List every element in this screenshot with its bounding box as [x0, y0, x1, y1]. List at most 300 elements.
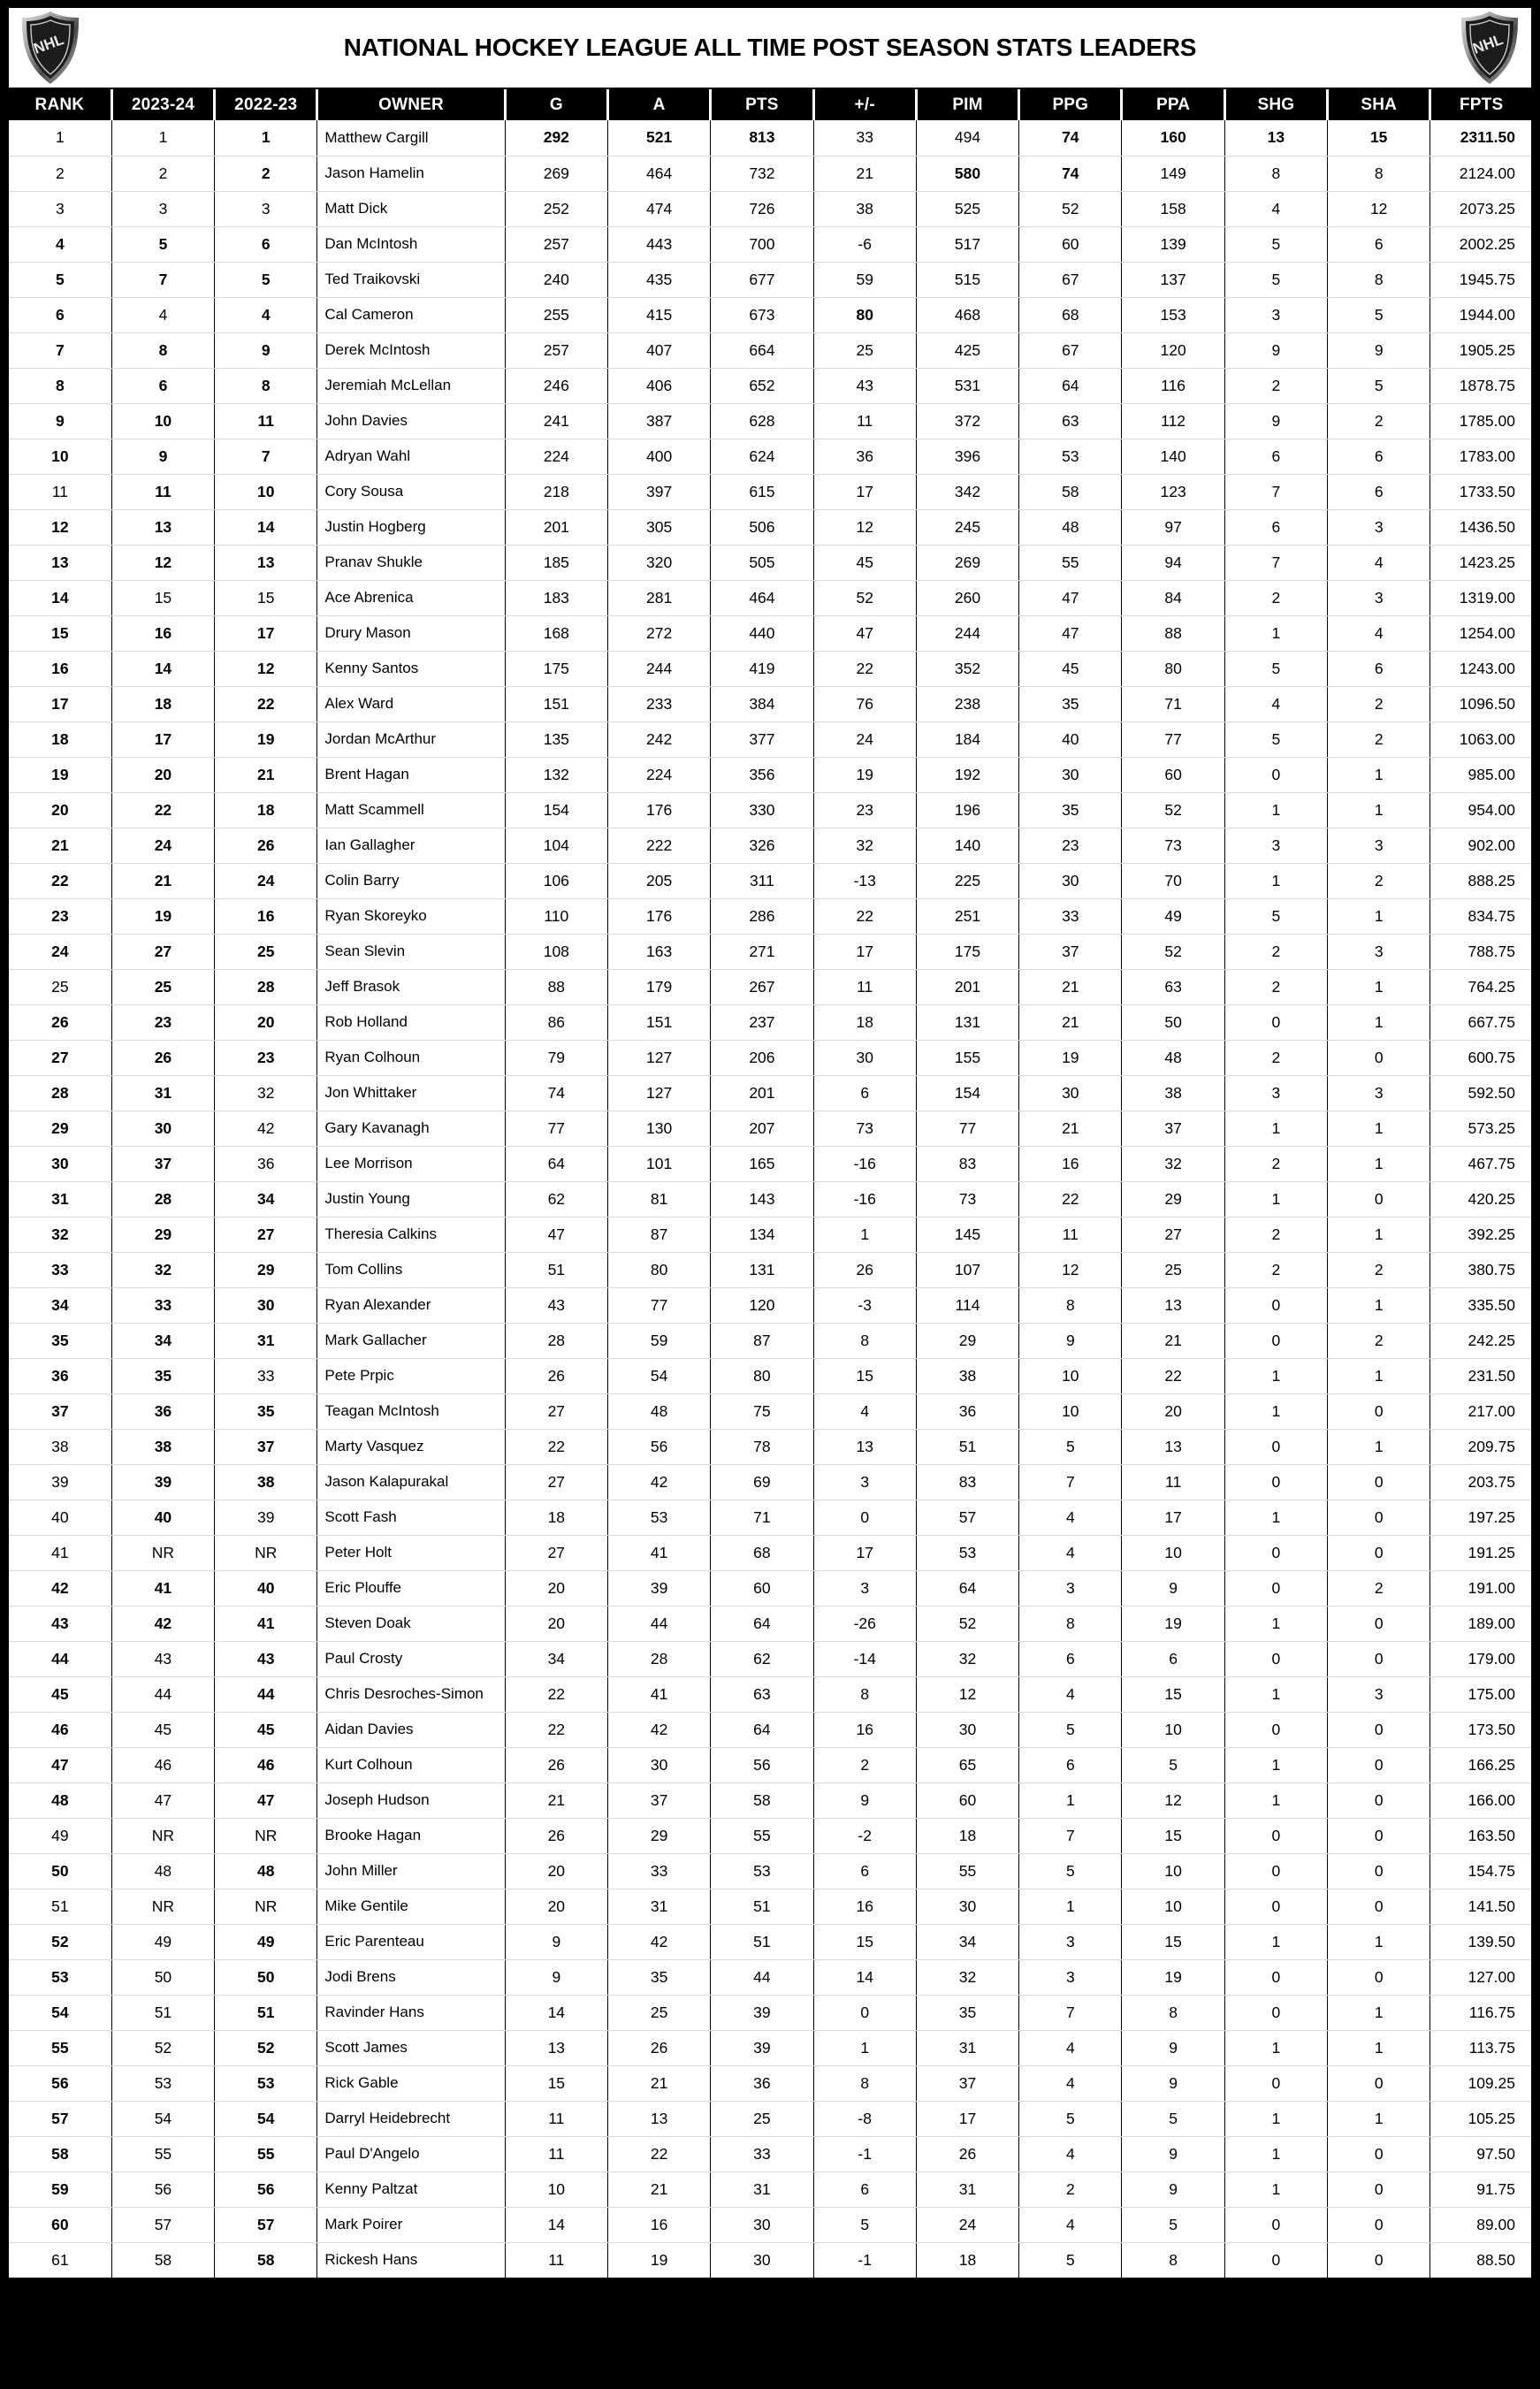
- cell-2023-24: 42: [111, 1606, 214, 1641]
- cell-a: 464: [607, 156, 710, 191]
- cell-2023-24: 15: [111, 580, 214, 615]
- table-row: [9, 1217, 1531, 1252]
- header-banner: [9, 8, 1531, 88]
- cell-plusminus: 0: [813, 1995, 916, 2030]
- cell-fpts: 209.75: [1430, 1429, 1531, 1464]
- cell-pts: 69: [711, 1464, 813, 1500]
- cell-shg: 0: [1224, 1818, 1327, 1853]
- cell-2022-23: 58: [215, 2242, 317, 2278]
- cell-pim: 17: [916, 2101, 1018, 2136]
- cell-pts: 60: [711, 1570, 813, 1606]
- cell-ppa: 84: [1122, 580, 1224, 615]
- cell-pim: 57: [916, 1500, 1018, 1535]
- cell-plusminus: 15: [813, 1924, 916, 1959]
- cell-2022-23: 6: [215, 226, 317, 262]
- cell-fpts: 217.00: [1430, 1393, 1531, 1429]
- cell-pts: 207: [711, 1111, 813, 1146]
- cell-sha: 1: [1328, 1924, 1430, 1959]
- cell-sha: 3: [1328, 509, 1430, 545]
- cell-ppg: 47: [1019, 580, 1122, 615]
- cell-pim: 38: [916, 1358, 1018, 1393]
- cell-rank: 19: [9, 757, 111, 792]
- cell-ppa: 60: [1122, 757, 1224, 792]
- cell-shg: 1: [1224, 1500, 1327, 1535]
- table-row: [9, 934, 1531, 969]
- cell-g: 13: [505, 2030, 607, 2065]
- cell-sha: 0: [1328, 1889, 1430, 1924]
- cell-shg: 1: [1224, 1393, 1327, 1429]
- cell-shg: 0: [1224, 1889, 1327, 1924]
- cell-owner: Eric Parenteau: [317, 1924, 505, 1959]
- cell-a: 81: [607, 1181, 710, 1217]
- column-header-rank[interactable]: RANK: [9, 89, 111, 120]
- cell-sha: 0: [1328, 2207, 1430, 2242]
- cell-rank: 4: [9, 226, 111, 262]
- column-header-pim[interactable]: PIM: [916, 89, 1018, 120]
- column-header-2022-23[interactable]: 2022-23: [215, 89, 317, 120]
- cell-owner: Cory Sousa: [317, 474, 505, 509]
- header-row: [9, 89, 1531, 120]
- cell-plusminus: 18: [813, 1004, 916, 1040]
- cell-pim: 192: [916, 757, 1018, 792]
- cell-ppg: 60: [1019, 226, 1122, 262]
- cell-shg: 5: [1224, 898, 1327, 934]
- cell-plusminus: 8: [813, 1323, 916, 1358]
- table-row: [9, 1464, 1531, 1500]
- cell-ppa: 15: [1122, 1924, 1224, 1959]
- cell-rank: 26: [9, 1004, 111, 1040]
- cell-plusminus: 3: [813, 1570, 916, 1606]
- cell-a: 42: [607, 1924, 710, 1959]
- cell-g: 106: [505, 863, 607, 898]
- cell-2022-23: 39: [215, 1500, 317, 1535]
- cell-a: 30: [607, 1747, 710, 1782]
- cell-shg: 5: [1224, 226, 1327, 262]
- cell-ppg: 10: [1019, 1393, 1122, 1429]
- cell-2023-24: 34: [111, 1323, 214, 1358]
- cell-shg: 5: [1224, 262, 1327, 297]
- cell-2022-23: 12: [215, 651, 317, 686]
- cell-g: 11: [505, 2242, 607, 2278]
- cell-shg: 9: [1224, 332, 1327, 368]
- column-header-shg[interactable]: SHG: [1224, 89, 1327, 120]
- cell-owner: Justin Hogberg: [317, 509, 505, 545]
- cell-rank: 8: [9, 368, 111, 403]
- cell-owner: Jason Hamelin: [317, 156, 505, 191]
- cell-g: 257: [505, 226, 607, 262]
- cell-sha: 1: [1328, 1217, 1430, 1252]
- cell-2022-23: 23: [215, 1040, 317, 1075]
- cell-pts: 25: [711, 2101, 813, 2136]
- cell-ppg: 21: [1019, 969, 1122, 1004]
- cell-ppa: 10: [1122, 1712, 1224, 1747]
- cell-2023-24: 41: [111, 1570, 214, 1606]
- cell-2022-23: 22: [215, 686, 317, 721]
- cell-plusminus: 6: [813, 1075, 916, 1111]
- cell-2022-23: 9: [215, 332, 317, 368]
- cell-pts: 131: [711, 1252, 813, 1287]
- table-row: [9, 297, 1531, 332]
- cell-shg: 6: [1224, 509, 1327, 545]
- cell-ppa: 20: [1122, 1393, 1224, 1429]
- cell-sha: 2: [1328, 686, 1430, 721]
- cell-pts: 55: [711, 1818, 813, 1853]
- cell-rank: 44: [9, 1641, 111, 1676]
- cell-fpts: 163.50: [1430, 1818, 1531, 1853]
- cell-a: 16: [607, 2207, 710, 2242]
- cell-plusminus: 1: [813, 1217, 916, 1252]
- cell-shg: 1: [1224, 1782, 1327, 1818]
- cell-2023-24: 17: [111, 721, 214, 757]
- table-row: [9, 226, 1531, 262]
- cell-pim: 155: [916, 1040, 1018, 1075]
- cell-shg: 2: [1224, 934, 1327, 969]
- column-header-g[interactable]: G: [505, 89, 607, 120]
- cell-ppa: 120: [1122, 332, 1224, 368]
- table-row: [9, 1570, 1531, 1606]
- cell-shg: 2: [1224, 1040, 1327, 1075]
- cell-pim: 140: [916, 828, 1018, 863]
- cell-fpts: 1783.00: [1430, 439, 1531, 474]
- cell-ppg: 6: [1019, 1747, 1122, 1782]
- cell-2022-23: 17: [215, 615, 317, 651]
- table-body: [9, 120, 1531, 2278]
- cell-ppa: 52: [1122, 792, 1224, 828]
- cell-2023-24: 11: [111, 474, 214, 509]
- column-header-2023-24[interactable]: 2023-24: [111, 89, 214, 120]
- cell-rank: 29: [9, 1111, 111, 1146]
- cell-owner: Scott Fash: [317, 1500, 505, 1535]
- column-header-a[interactable]: A: [607, 89, 710, 120]
- cell-fpts: 91.75: [1430, 2171, 1531, 2207]
- cell-2023-24: 19: [111, 898, 214, 934]
- cell-pim: 64: [916, 1570, 1018, 1606]
- cell-shg: 1: [1224, 615, 1327, 651]
- cell-pts: 700: [711, 226, 813, 262]
- cell-pim: 225: [916, 863, 1018, 898]
- cell-2023-24: 51: [111, 1995, 214, 2030]
- cell-g: 104: [505, 828, 607, 863]
- column-header-fpts[interactable]: FPTS: [1430, 89, 1531, 120]
- cell-2022-23: 43: [215, 1641, 317, 1676]
- cell-ppa: 22: [1122, 1358, 1224, 1393]
- cell-2023-24: 12: [111, 545, 214, 580]
- column-header-ppg[interactable]: PPG: [1019, 89, 1122, 120]
- cell-g: 27: [505, 1535, 607, 1570]
- column-header-pts[interactable]: PTS: [711, 89, 813, 120]
- cell-g: 14: [505, 1995, 607, 2030]
- cell-ppg: 21: [1019, 1004, 1122, 1040]
- cell-2022-23: 4: [215, 297, 317, 332]
- cell-pts: 36: [711, 2065, 813, 2101]
- table-row: [9, 332, 1531, 368]
- cell-owner: Ted Traikovski: [317, 262, 505, 297]
- cell-g: 135: [505, 721, 607, 757]
- table-row: [9, 1252, 1531, 1287]
- cell-plusminus: 33: [813, 120, 916, 156]
- cell-pim: 73: [916, 1181, 1018, 1217]
- cell-ppa: 153: [1122, 297, 1224, 332]
- table-row: [9, 156, 1531, 191]
- cell-ppa: 94: [1122, 545, 1224, 580]
- cell-plusminus: 80: [813, 297, 916, 332]
- cell-ppa: 15: [1122, 1818, 1224, 1853]
- cell-fpts: 1254.00: [1430, 615, 1531, 651]
- cell-fpts: 592.50: [1430, 1075, 1531, 1111]
- table-row: [9, 1747, 1531, 1782]
- cell-2023-24: 57: [111, 2207, 214, 2242]
- cell-g: 47: [505, 1217, 607, 1252]
- cell-ppa: 27: [1122, 1217, 1224, 1252]
- cell-a: 59: [607, 1323, 710, 1358]
- cell-pts: 120: [711, 1287, 813, 1323]
- cell-owner: Matt Scammell: [317, 792, 505, 828]
- cell-pts: 201: [711, 1075, 813, 1111]
- cell-plusminus: -2: [813, 1818, 916, 1853]
- cell-a: 39: [607, 1570, 710, 1606]
- cell-2022-23: 32: [215, 1075, 317, 1111]
- cell-fpts: 954.00: [1430, 792, 1531, 828]
- cell-pim: 196: [916, 792, 1018, 828]
- cell-g: 185: [505, 545, 607, 580]
- table-row: [9, 439, 1531, 474]
- cell-fpts: 242.25: [1430, 1323, 1531, 1358]
- cell-ppg: 4: [1019, 2207, 1122, 2242]
- cell-shg: 1: [1224, 1747, 1327, 1782]
- cell-ppa: 160: [1122, 120, 1224, 156]
- column-header-sha[interactable]: SHA: [1328, 89, 1430, 120]
- cell-shg: 1: [1224, 792, 1327, 828]
- cell-sha: 1: [1328, 2030, 1430, 2065]
- cell-pim: 244: [916, 615, 1018, 651]
- cell-rank: 14: [9, 580, 111, 615]
- page-title: NATIONAL HOCKEY LEAGUE ALL TIME POST SEASON STATS LEADERS: [343, 34, 1197, 61]
- cell-owner: Marty Vasquez: [317, 1429, 505, 1464]
- cell-pts: 615: [711, 474, 813, 509]
- cell-sha: 3: [1328, 1676, 1430, 1712]
- cell-sha: 2: [1328, 403, 1430, 439]
- cell-shg: 1: [1224, 1924, 1327, 1959]
- cell-g: 241: [505, 403, 607, 439]
- table-row: [9, 2136, 1531, 2171]
- cell-owner: Pranav Shukle: [317, 545, 505, 580]
- cell-g: 11: [505, 2136, 607, 2171]
- cell-shg: 0: [1224, 1535, 1327, 1570]
- cell-plusminus: 8: [813, 2065, 916, 2101]
- cell-a: 176: [607, 792, 710, 828]
- cell-2022-23: 25: [215, 934, 317, 969]
- cell-sha: 2: [1328, 1252, 1430, 1287]
- cell-rank: 13: [9, 545, 111, 580]
- cell-2023-24: 28: [111, 1181, 214, 1217]
- cell-sha: 1: [1328, 1004, 1430, 1040]
- cell-ppa: 9: [1122, 2136, 1224, 2171]
- cell-ppg: 22: [1019, 1181, 1122, 1217]
- cell-g: 22: [505, 1429, 607, 1464]
- cell-fpts: 667.75: [1430, 1004, 1531, 1040]
- cell-fpts: 2311.50: [1430, 120, 1531, 156]
- cell-pts: 68: [711, 1535, 813, 1570]
- cell-pim: 34: [916, 1924, 1018, 1959]
- column-header-ppa[interactable]: PPA: [1122, 89, 1224, 120]
- cell-pim: 494: [916, 120, 1018, 156]
- cell-pim: 131: [916, 1004, 1018, 1040]
- cell-ppa: 97: [1122, 509, 1224, 545]
- cell-rank: 60: [9, 2207, 111, 2242]
- cell-fpts: 788.75: [1430, 934, 1531, 969]
- cell-pim: 201: [916, 969, 1018, 1004]
- cell-g: 20: [505, 1570, 607, 1606]
- cell-shg: 0: [1224, 2242, 1327, 2278]
- cell-g: 20: [505, 1853, 607, 1889]
- cell-owner: Justin Young: [317, 1181, 505, 1217]
- cell-2023-24: 20: [111, 757, 214, 792]
- cell-plusminus: 43: [813, 368, 916, 403]
- column-header-plusminus[interactable]: +/-: [813, 89, 916, 120]
- cell-pim: 145: [916, 1217, 1018, 1252]
- cell-a: 305: [607, 509, 710, 545]
- table-row: [9, 1393, 1531, 1429]
- cell-rank: 16: [9, 651, 111, 686]
- cell-2022-23: 33: [215, 1358, 317, 1393]
- cell-pim: 37: [916, 2065, 1018, 2101]
- cell-a: 127: [607, 1075, 710, 1111]
- cell-pim: 245: [916, 509, 1018, 545]
- cell-ppg: 47: [1019, 615, 1122, 651]
- cell-rank: 46: [9, 1712, 111, 1747]
- cell-2023-24: 47: [111, 1782, 214, 1818]
- cell-sha: 1: [1328, 792, 1430, 828]
- cell-plusminus: 73: [813, 1111, 916, 1146]
- cell-rank: 20: [9, 792, 111, 828]
- cell-sha: 0: [1328, 1641, 1430, 1676]
- cell-sha: 0: [1328, 1393, 1430, 1429]
- cell-2023-24: 52: [111, 2030, 214, 2065]
- cell-sha: 0: [1328, 1782, 1430, 1818]
- cell-2022-23: 49: [215, 1924, 317, 1959]
- cell-plusminus: 22: [813, 898, 916, 934]
- cell-rank: 10: [9, 439, 111, 474]
- cell-a: 281: [607, 580, 710, 615]
- cell-rank: 6: [9, 297, 111, 332]
- cell-2022-23: 31: [215, 1323, 317, 1358]
- cell-shg: 7: [1224, 545, 1327, 580]
- cell-rank: 15: [9, 615, 111, 651]
- cell-owner: Scott James: [317, 2030, 505, 2065]
- cell-rank: 38: [9, 1429, 111, 1464]
- cell-pim: 36: [916, 1393, 1018, 1429]
- cell-g: 11: [505, 2101, 607, 2136]
- cell-2023-24: 43: [111, 1641, 214, 1676]
- cell-sha: 6: [1328, 226, 1430, 262]
- cell-2022-23: 35: [215, 1393, 317, 1429]
- cell-pts: 206: [711, 1040, 813, 1075]
- cell-2022-23: 54: [215, 2101, 317, 2136]
- cell-ppg: 4: [1019, 2136, 1122, 2171]
- cell-pim: 55: [916, 1853, 1018, 1889]
- cell-ppa: 6: [1122, 1641, 1224, 1676]
- cell-2022-23: 40: [215, 1570, 317, 1606]
- cell-ppg: 3: [1019, 1570, 1122, 1606]
- cell-fpts: 764.25: [1430, 969, 1531, 1004]
- cell-rank: 1: [9, 120, 111, 156]
- cell-pts: 356: [711, 757, 813, 792]
- cell-2023-24: 40: [111, 1500, 214, 1535]
- cell-shg: 13: [1224, 120, 1327, 156]
- cell-fpts: 1063.00: [1430, 721, 1531, 757]
- cell-ppg: 30: [1019, 863, 1122, 898]
- cell-plusminus: -14: [813, 1641, 916, 1676]
- cell-2022-23: 18: [215, 792, 317, 828]
- cell-g: 132: [505, 757, 607, 792]
- cell-ppg: 3: [1019, 1959, 1122, 1995]
- cell-pts: 39: [711, 2030, 813, 2065]
- cell-a: 19: [607, 2242, 710, 2278]
- cell-ppa: 19: [1122, 1606, 1224, 1641]
- cell-owner: Ravinder Hans: [317, 1995, 505, 2030]
- cell-owner: Ian Gallagher: [317, 828, 505, 863]
- cell-g: 28: [505, 1323, 607, 1358]
- cell-ppg: 7: [1019, 1818, 1122, 1853]
- cell-g: 269: [505, 156, 607, 191]
- cell-a: 407: [607, 332, 710, 368]
- cell-g: 175: [505, 651, 607, 686]
- cell-rank: 27: [9, 1040, 111, 1075]
- cell-2023-24: 46: [111, 1747, 214, 1782]
- cell-shg: 2: [1224, 1146, 1327, 1181]
- cell-sha: 0: [1328, 1712, 1430, 1747]
- cell-ppg: 55: [1019, 545, 1122, 580]
- table-row: [9, 474, 1531, 509]
- cell-sha: 4: [1328, 545, 1430, 580]
- cell-2022-23: 10: [215, 474, 317, 509]
- cell-2022-23: 56: [215, 2171, 317, 2207]
- cell-rank: 58: [9, 2136, 111, 2171]
- cell-shg: 0: [1224, 2207, 1327, 2242]
- cell-ppa: 70: [1122, 863, 1224, 898]
- table-row: [9, 969, 1531, 1004]
- cell-ppg: 4: [1019, 1500, 1122, 1535]
- cell-pts: 56: [711, 1747, 813, 1782]
- cell-owner: Colin Barry: [317, 863, 505, 898]
- cell-g: 168: [505, 615, 607, 651]
- cell-sha: 6: [1328, 651, 1430, 686]
- cell-owner: Jeff Brasok: [317, 969, 505, 1004]
- cell-sha: 0: [1328, 1464, 1430, 1500]
- column-header-owner[interactable]: OWNER: [317, 89, 505, 120]
- cell-shg: 0: [1224, 1853, 1327, 1889]
- cell-ppg: 45: [1019, 651, 1122, 686]
- cell-sha: 1: [1328, 757, 1430, 792]
- table-row: [9, 545, 1531, 580]
- cell-shg: 1: [1224, 1676, 1327, 1712]
- stats-table-container: [9, 89, 1531, 2278]
- svg-text:NHL: NHL: [1470, 30, 1506, 57]
- cell-ppg: 67: [1019, 332, 1122, 368]
- cell-a: 205: [607, 863, 710, 898]
- cell-shg: 0: [1224, 1712, 1327, 1747]
- cell-fpts: 1243.00: [1430, 651, 1531, 686]
- cell-plusminus: 16: [813, 1889, 916, 1924]
- cell-2023-24: 35: [111, 1358, 214, 1393]
- cell-pts: 80: [711, 1358, 813, 1393]
- cell-pts: 286: [711, 898, 813, 934]
- cell-rank: 43: [9, 1606, 111, 1641]
- cell-pts: 53: [711, 1853, 813, 1889]
- cell-pts: 813: [711, 120, 813, 156]
- cell-sha: 8: [1328, 156, 1430, 191]
- cell-sha: 1: [1328, 1287, 1430, 1323]
